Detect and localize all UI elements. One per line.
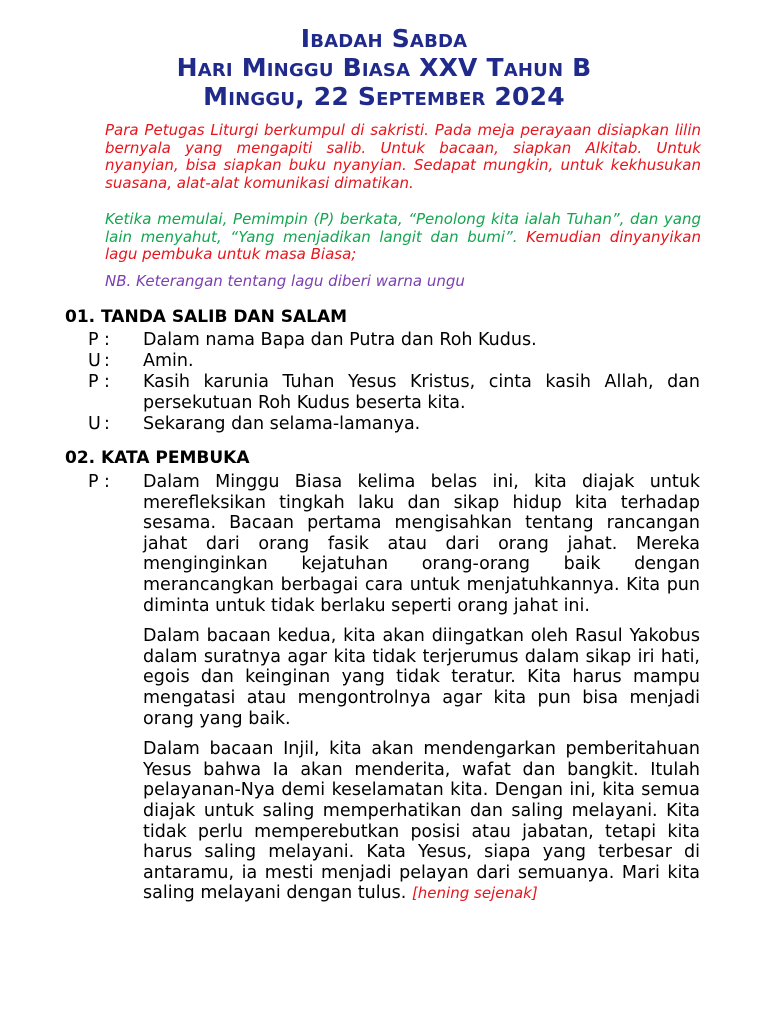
section-2-dialog: [88, 472, 700, 904]
section-heading-1: 01. TANDA SALIB DAN SALAM: [65, 307, 348, 327]
silence-note: [hening sejenak]: [411, 884, 538, 903]
section-1-dialog: [88, 330, 700, 435]
opening-paragraph-3: [143, 739, 700, 904]
dialog-text: Kasih karunia Tuhan Yesus Kristus, cinta kasih Allah, dan persekutuan Roh Kudus beserta kita.: [143, 372, 700, 413]
opening-paragraph-1: Dalam Minggu Biasa kelima belas ini, kita diajak untuk merefleksikan tingkah laku dan sikap hidup kita terhadap sesama. Bacaan pertama mengisahkan tentang rancangan jahat dari orang fasik atau dari orang jahat. Mereka menginginkan kejatuhan orang-orang baik dengan merancangkan berbagai cara untuk menjatuhkannya. Kita pun diminta untuk tidak berlaku seperti orang jahat ini.: [143, 472, 700, 616]
speaker-label: U: [88, 351, 101, 371]
speaker-label: P: [88, 372, 99, 392]
instruction-opening-green: Ketika memulai, Pemimpin (P) berkata, “Penolong kita ialah Tuhan”, dan yang lain menyahut, “Yang menjadikan langit dan bumi”.: [105, 210, 701, 246]
opening-paragraph-3-text: Dalam bacaan Injil, kita akan mendengarkan pemberitahuan Yesus bahwa Ia akan menderita, wafat dan bangkit. Itulah pelayanan-Nya demi keselamatan kita. Dengan ini, kita semua diajak untuk saling memperhatikan dan saling melayani. Kita tidak perlu memperebutkan posisi atau jabatan, tetapi kita harus saling melayani. Kata Yesus, siapa yang terbesar di antaramu, ia mesti menjadi pelayan dari semuanya. Mari kita saling melayani dengan tulus.: [143, 739, 700, 904]
section-heading-2: 02. KATA PEMBUKA: [65, 448, 250, 468]
title-sunday: Hari Minggu Biasa XXV Tahun B: [176, 53, 592, 82]
dialog-text: Amin.: [143, 351, 194, 371]
instruction-preparation: Para Petugas Liturgi berkumpul di sakristi. Pada meja perayaan disiapkan lilin bernyala yang mengapiti salib. Untuk bacaan, siapkan Alkitab. Untuk nyanyian, bisa siapkan buku nyanyian. Sedapat mungkin, untuk kekhusukan suasana, alat-alat komunikasi dimatikan.: [105, 121, 701, 192]
dialog-line: P : Dalam nama Bapa dan Putra dan Roh Kudus.: [88, 330, 700, 351]
title-date: Minggu, 22 September 2024: [203, 82, 565, 111]
dialog-line: P : Kasih karunia Tuhan Yesus Kristus, cinta kasih Allah, dan persekutuan Roh Kudus beserta kita.: [88, 372, 700, 413]
dialog-line: U : Sekarang dan selama-lamanya.: [88, 414, 700, 435]
opening-words: [143, 472, 700, 904]
title-ibadah: Ibadah Sabda: [300, 24, 468, 53]
title-block: [0, 24, 768, 111]
dialog-line: P : Dalam Minggu Biasa kelima belas ini, kita diajak untuk merefleksikan tingkah laku dan sikap hidup kita terhadap sesama. Bacaan pertama mengisahkan tentang rancangan jahat dari orang fasik atau dari orang jahat. Mereka menginginkan kejatuhan orang-orang baik dengan merancangkan berbagai cara untuk menjatuhkannya. Kita pun diminta untuk tidak berlaku seperti orang jahat ini. Dalam bacaan kedua, kita akan diingatkan oleh Rasul Yakobus dalam suratnya agar kita tidak terjerumus dalam sikap iri hati, egois dan keinginan yang tidak teratur. Kita harus mampu mengatasi atau mengontrolnya agar kita pun bisa menjadi orang yang baik. Dalam bacaan Injil, kita akan mendengarkan pemberitahuan Yesus bahwa Ia akan menderita, wafat dan bangkit. Itulah pelayanan-Nya demi keselamatan kita. Dengan ini, kita semua diajak untuk saling memperhatikan dan saling melayani. Kita tidak perlu memperebutkan posisi atau jabatan, tetapi kita harus saling melayani. Kata Yesus, siapa yang terbesar di antaramu, ia mesti menjadi pelayan dari semuanya. Mari kita saling melayani dengan tulus. [hening sejenak]: [88, 472, 700, 904]
speaker-label: U: [88, 414, 101, 434]
dialog-text: Sekarang dan selama-lamanya.: [143, 414, 421, 434]
opening-paragraph-2: Dalam bacaan kedua, kita akan diingatkan oleh Rasul Yakobus dalam suratnya agar kita tidak terjerumus dalam sikap iri hati, egois dan keinginan yang tidak teratur. Kita harus mampu mengatasi atau mengontrolnya agar kita pun bisa menjadi orang yang baik.: [143, 626, 700, 729]
instruction-note: NB. Keterangan tentang lagu diberi warna ungu: [105, 272, 465, 290]
instruction-opening: [105, 211, 701, 264]
instruction-opening-red: Kemudian dinyanyikan lagu pembuka untuk masa Biasa;: [105, 227, 701, 263]
dialog-text: Dalam nama Bapa dan Putra dan Roh Kudus.: [143, 330, 537, 350]
dialog-line: U : Amin.: [88, 351, 700, 372]
speaker-label: P: [88, 472, 99, 492]
speaker-label: P: [88, 330, 99, 350]
